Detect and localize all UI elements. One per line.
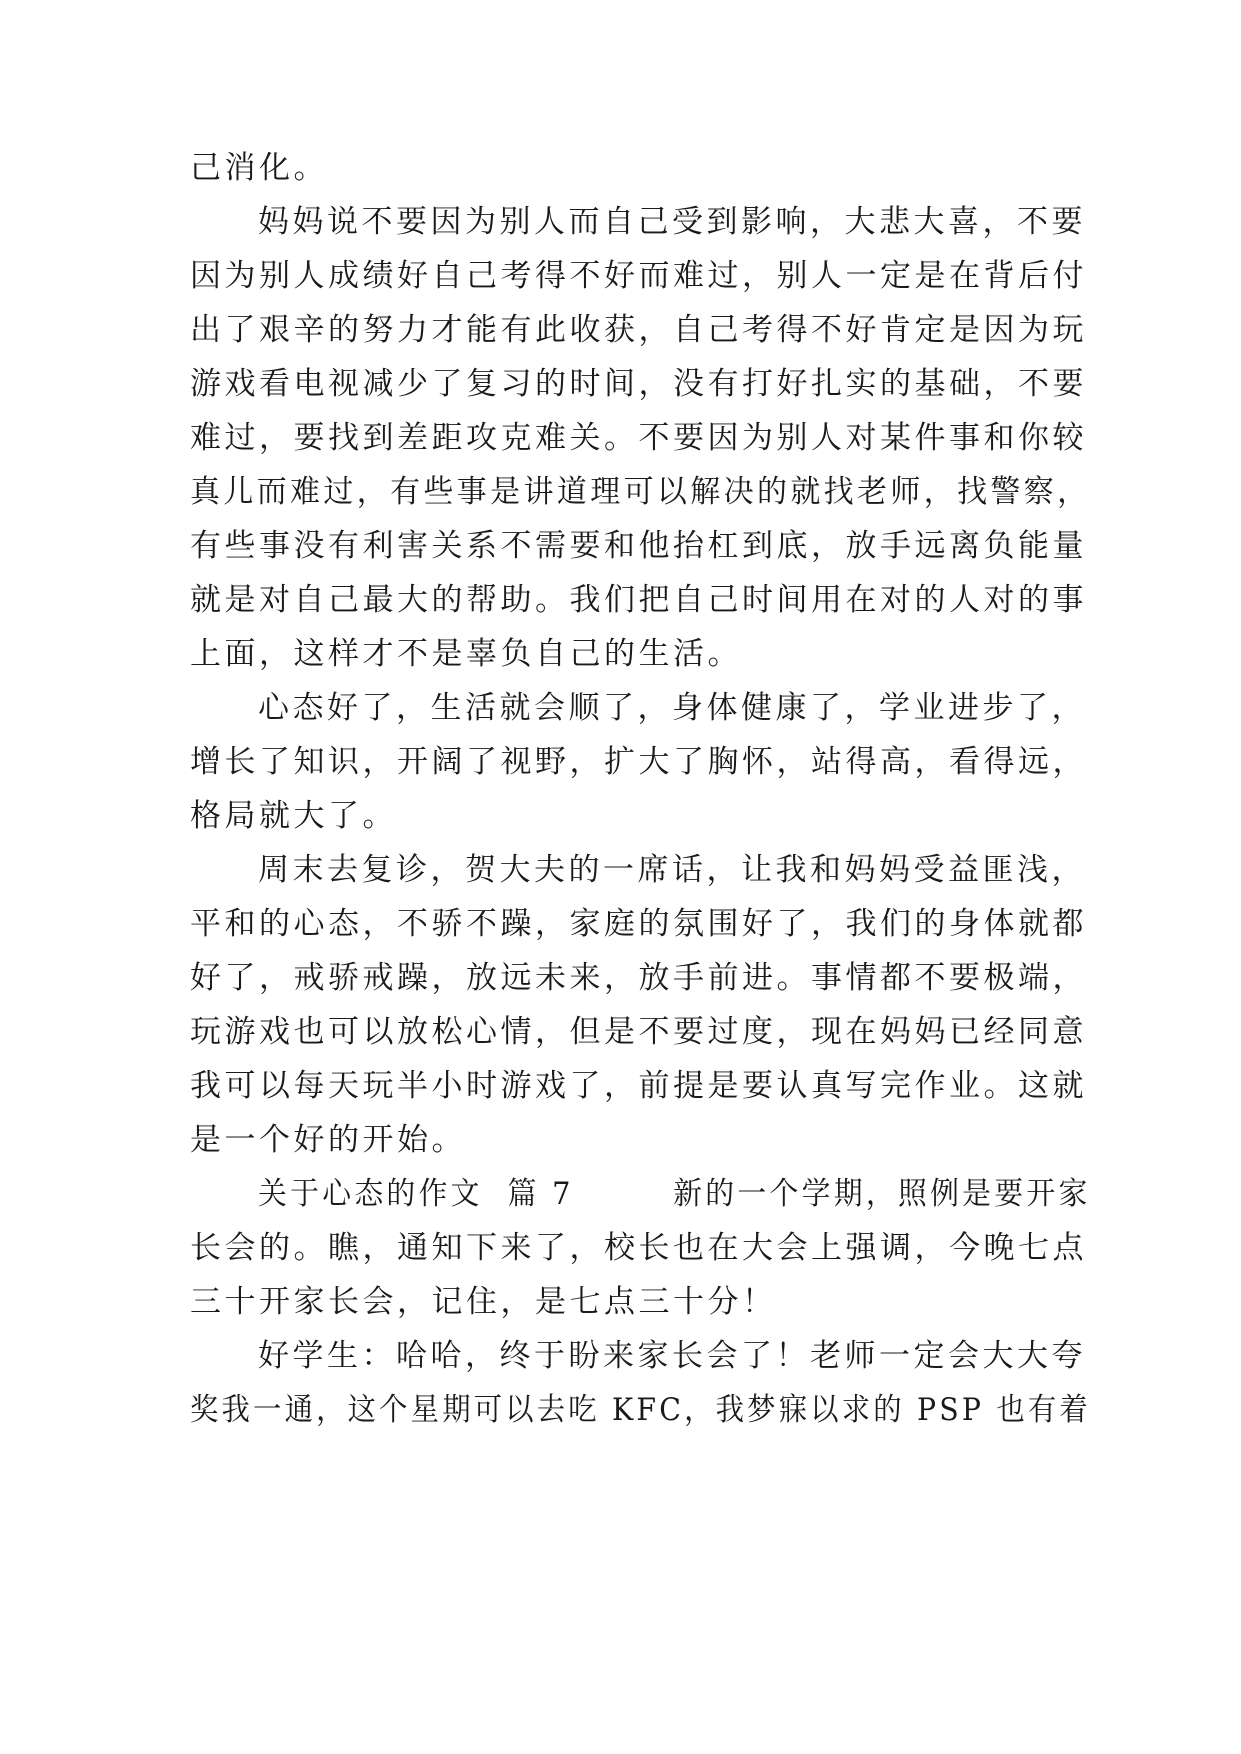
text-line: 好了，戒骄戒躁，放远未来，放手前进。事情都不要极端，	[190, 960, 1087, 996]
text-line: 奖我一通，这个星期可以去吃 KFC，我梦寐以求的 PSP 也有着	[190, 1392, 1091, 1428]
text-line: 因为别人成绩好自己考得不好而难过，别人一定是在背后付	[190, 258, 1087, 294]
text-line: 三十开家长会，记住，是七点三十分！	[190, 1284, 777, 1320]
text-line: 游戏看电视减少了复习的时间，没有打好扎实的基础，不要	[190, 366, 1087, 402]
text-line: 是一个好的开始。	[190, 1122, 466, 1158]
text-line: 好学生：哈哈，终于盼来家长会了！老师一定会大大夸	[258, 1338, 1086, 1374]
text-line: 妈妈说不要因为别人而自己受到影响，大悲大喜，不要	[258, 204, 1086, 240]
text-line: 格局就大了。	[190, 798, 397, 834]
text-line: 长会的。瞧，通知下来了，校长也在大会上强调，今晚七点	[190, 1230, 1087, 1266]
text-line: 增长了知识，开阔了视野，扩大了胸怀，站得高，看得远，	[190, 744, 1087, 780]
text-line: 有些事没有利害关系不需要和他抬杠到底，放手远离负能量	[190, 528, 1087, 564]
text-line: 上面，这样才不是辜负自己的生活。	[190, 636, 742, 672]
text-line: 关于心态的作文 篇 7 新的一个学期，照例是要开家	[258, 1176, 1091, 1212]
text-line: 出了艰辛的努力才能有此收获，自己考得不好肯定是因为玩	[190, 312, 1087, 348]
text-line: 就是对自己最大的帮助。我们把自己时间用在对的人对的事	[190, 582, 1087, 618]
text-line: 平和的心态，不骄不躁，家庭的氛围好了，我们的身体就都	[190, 906, 1087, 942]
text-line: 难过，要找到差距攻克难关。不要因为别人对某件事和你较	[190, 420, 1087, 456]
text-line: 我可以每天玩半小时游戏了，前提是要认真写完作业。这就	[190, 1068, 1087, 1104]
text-line: 心态好了，生活就会顺了，身体健康了，学业进步了，	[258, 690, 1086, 726]
text-line: 真儿而难过，有些事是讲道理可以解决的就找老师，找警察，	[190, 474, 1091, 510]
text-line: 玩游戏也可以放松心情，但是不要过度，现在妈妈已经同意	[190, 1014, 1087, 1050]
text-line: 己消化。	[190, 150, 328, 186]
text-line: 周末去复诊，贺大夫的一席话，让我和妈妈受益匪浅，	[258, 852, 1086, 888]
